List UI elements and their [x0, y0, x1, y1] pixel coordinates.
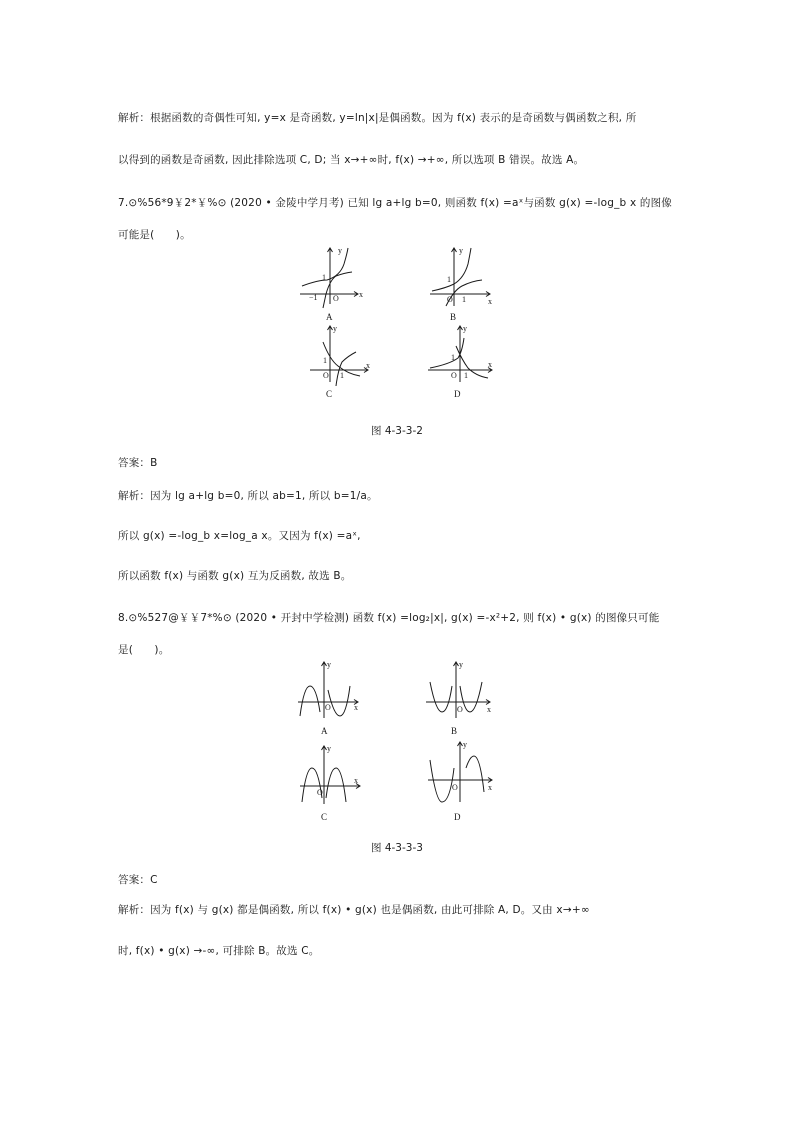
solution-7-line-3: 所以函数 f(x) 与函数 g(x) 互为反函数, 故选 B。	[118, 570, 352, 582]
solution-8-line-1: 解析：因为 f(x) 与 g(x) 都是偶函数, 所以 f(x) • g(x) 也是偶函数, 由此可排除 A, D。又由 x→+∞	[118, 904, 590, 916]
graph-panel-a	[300, 246, 363, 322]
svg-text:x: x	[487, 705, 491, 714]
svg-text:1: 1	[322, 273, 326, 282]
figure-4-3-3-3	[294, 656, 498, 824]
svg-text:x: x	[488, 297, 492, 306]
question-7-line-1: 7.⊙%56*9￥2*￥%⊙ (2020 • 金陵中学月考) 已知 lg a+lg b=0, 则函数 f(x) =aˣ与函数 g(x) =-log_b x 的图像	[118, 197, 672, 209]
solution-8-line-2: 时, f(x) • g(x) →-∞, 可排除 B。故选 C。	[118, 945, 320, 957]
svg-text:1: 1	[464, 371, 468, 380]
svg-text:y: y	[459, 246, 463, 255]
svg-text:O: O	[447, 295, 453, 304]
svg-text:B: B	[450, 312, 457, 322]
svg-text:x: x	[359, 290, 363, 299]
svg-text:O: O	[333, 294, 339, 303]
graph-panel-d	[428, 740, 492, 822]
svg-text:B: B	[451, 726, 458, 736]
solution-7-line-1: 解析：因为 lg a+lg b=0, 所以 ab=1, 所以 b=1/a。	[118, 490, 378, 502]
svg-text:1: 1	[462, 295, 466, 304]
svg-text:C: C	[321, 812, 328, 822]
svg-text:y: y	[459, 660, 463, 669]
figure-2-graphs	[294, 656, 498, 824]
svg-text:y: y	[338, 246, 342, 255]
svg-text:O: O	[457, 705, 463, 714]
question-8-line-1: 8.⊙%527@￥￥7*%⊙ (2020 • 开封中学检测) 函数 f(x) =log₂|x|, g(x) =-x²+2, 则 f(x) • g(x) 的图像只可能	[118, 612, 660, 624]
svg-text:O: O	[317, 788, 323, 797]
question-7-line-2: 可能是( )。	[118, 229, 191, 241]
svg-text:x: x	[366, 361, 370, 370]
answer-8: 答案：C	[118, 874, 158, 886]
graph-panel-c	[300, 744, 360, 822]
svg-text:x: x	[354, 776, 358, 785]
svg-text:x: x	[488, 360, 492, 369]
svg-text:y: y	[463, 740, 467, 749]
svg-text:O: O	[451, 371, 457, 380]
svg-text:1: 1	[451, 353, 455, 362]
svg-text:y: y	[333, 324, 337, 333]
svg-text:D: D	[454, 812, 461, 822]
solution-7-line-2: 所以 g(x) =-log_b x=log_a x。又因为 f(x) =aˣ,	[118, 530, 361, 542]
graph-panel-d	[428, 324, 492, 399]
svg-text:D: D	[454, 389, 461, 399]
svg-text:1: 1	[340, 371, 344, 380]
solution-line-1: 解析：根据函数的奇偶性可知, y=x 是奇函数, y=ln|x|是偶函数。因为 f(x) 表示的是奇函数与偶函数之积, 所	[118, 112, 637, 124]
svg-text:y: y	[327, 744, 331, 753]
graph-panel-a	[298, 660, 358, 736]
solution-line-2: 以得到的函数是奇函数, 因此排除选项 C, D; 当 x→+∞时, f(x) →+∞, 所以选项 B 错误。故选 A。	[118, 154, 585, 166]
figure-2-caption: 图 4-3-3-3	[371, 842, 423, 854]
question-8-line-2: 是( )。	[118, 644, 170, 656]
svg-text:y: y	[463, 324, 467, 333]
svg-text:y: y	[327, 660, 331, 669]
graph-panel-c	[310, 324, 370, 399]
svg-text:A: A	[326, 312, 333, 322]
graph-panel-b	[426, 660, 491, 736]
svg-text:x: x	[354, 703, 358, 712]
svg-text:O: O	[325, 703, 331, 712]
svg-text:1: 1	[323, 356, 327, 365]
svg-text:x: x	[488, 783, 492, 792]
answer-7: 答案：B	[118, 457, 158, 469]
svg-text:C: C	[326, 389, 333, 399]
svg-text:−1: −1	[309, 293, 318, 302]
svg-text:A: A	[321, 726, 328, 736]
graph-panel-b	[430, 246, 492, 322]
svg-text:O: O	[323, 371, 329, 380]
svg-text:O: O	[452, 783, 458, 792]
figure-1-caption: 图 4-3-3-2	[371, 425, 423, 437]
figure-1-graphs	[296, 242, 496, 402]
svg-text:1: 1	[447, 275, 451, 284]
figure-4-3-3-2	[296, 242, 496, 402]
